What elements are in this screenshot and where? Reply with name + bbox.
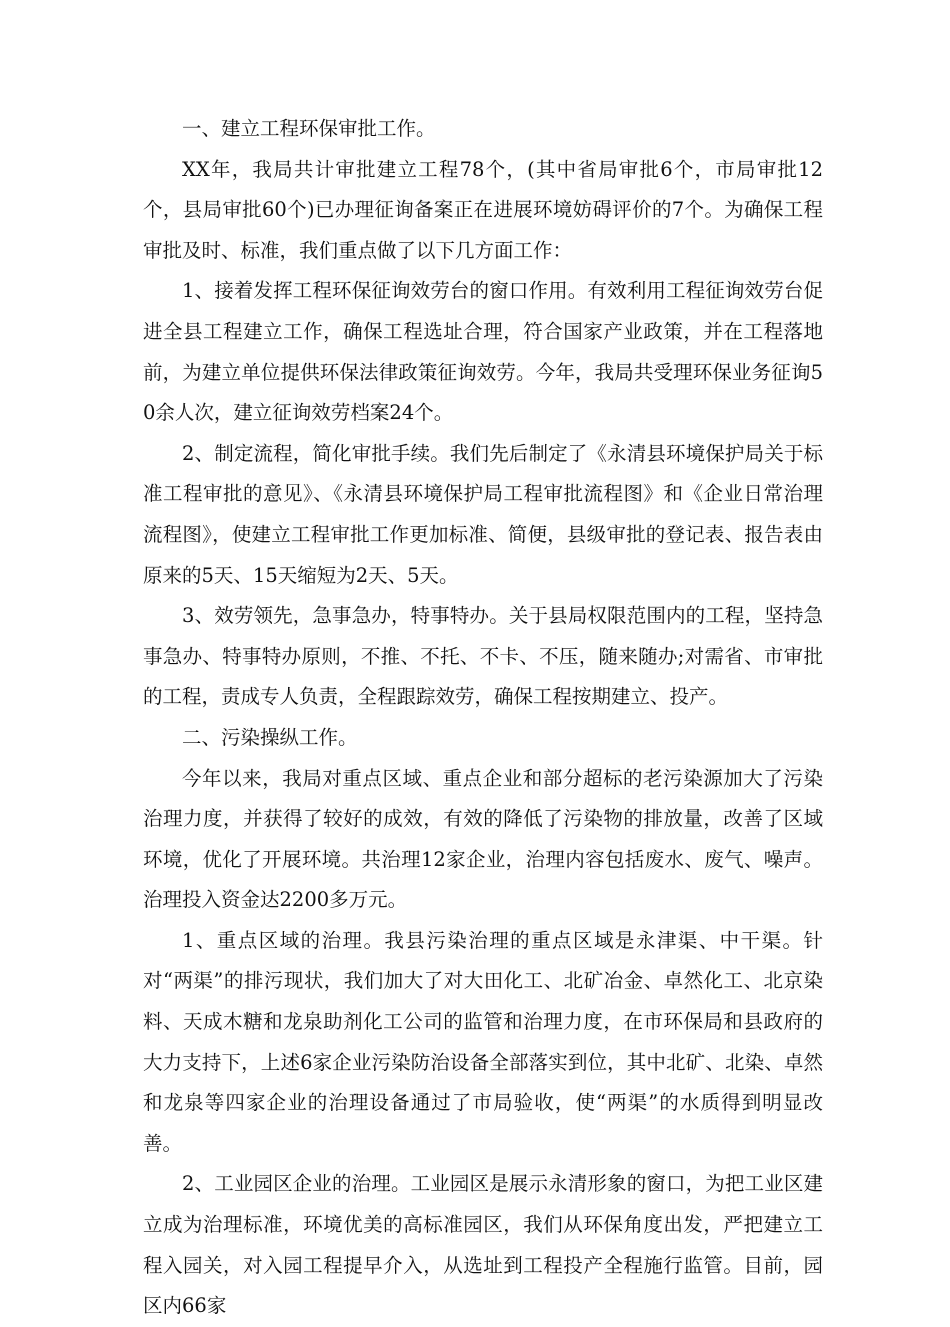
paragraph-service-first: 3、效劳领先，急事急办，特事特办。关于县局权限范围内的工程，坚持急事急办、特事特办原则，不推、不托、不卡、不压，随来随办;对需省、市审批的工程，责成专人负责，全程跟踪效劳，确保工程按期建立、投产。 (143, 604, 823, 709)
paragraph-industrial-park: 2、工业园区企业的治理。工业园区是展示永清形象的窗口，为把工业区建立成为治理标准，环境优美的高标准园区，我们从环保角度出发，严把建立工程入园关，对入园工程提早介入，从选址到工程投产全程施行监管。目前，园区内66家 (143, 1172, 823, 1318)
paragraph-approval-process: 2、制定流程，简化审批手续。我们先后制定了《永清县环境保护局关于标准工程审批的意见》、《永清县环境保护局工程审批流程图》和《企业日常治理流程图》，使建立工程审批工作更加标准、简便，县级审批的登记表、报告表由原来的5天、15天缩短为2天、5天。 (143, 441, 823, 587)
section-heading-approval: 一、建立工程环保审批工作。 (182, 117, 436, 140)
section-heading-pollution: 二、污染操纵工作。 (182, 725, 358, 749)
paragraph-key-areas: 1、重点区域的治理。我县污染治理的重点区域是永津渠、中干渠。针对“两渠”的排污现状，我们加大了对大田化工、北矿冶金、卓然化工、北京染料、天成木糖和龙泉助剂化工公司的监管和治理力度，在市环保局和县政府的大力支持下，上述6家企业污染防治设备全部落实到位，其中北矿、北染、卓然和龙泉等四家企业的治理设备通过了市局验收，使“两渠”的水质得到明显改善。 (143, 928, 823, 1155)
paragraph-approval-summary: XX年，我局共计审批建立工程78个，(其中省局审批6个，市局审批12个，县局审批60个)已办理征询备案正在进展环境妨碍评价的7个。为确保工程审批及时、标准，我们重点做了以下几方面工作： (143, 157, 823, 262)
paragraph-pollution-summary: 今年以来，我局对重点区域、重点企业和部分超标的老污染源加大了污染治理力度，并获得了较好的成效，有效的降低了污染物的排放量，改善了区域环境，优化了开展环境。共治理12家企业，治理内容包括废水、废气、噪声。治理投入资金达2200多万元。 (143, 766, 823, 912)
paragraph-consulting-desk: 1、接着发挥工程环保征询效劳台的窗口作用。有效利用工程征询效劳台促进全县工程建立工作，确保工程选址合理，符合国家产业政策，并在工程落地前，为建立单位提供环保法律政策征询效劳。今年，我局共受理环保业务征询50余人次，建立征询效劳档案24个。 (143, 279, 823, 425)
document-body (143, 109, 823, 1327)
